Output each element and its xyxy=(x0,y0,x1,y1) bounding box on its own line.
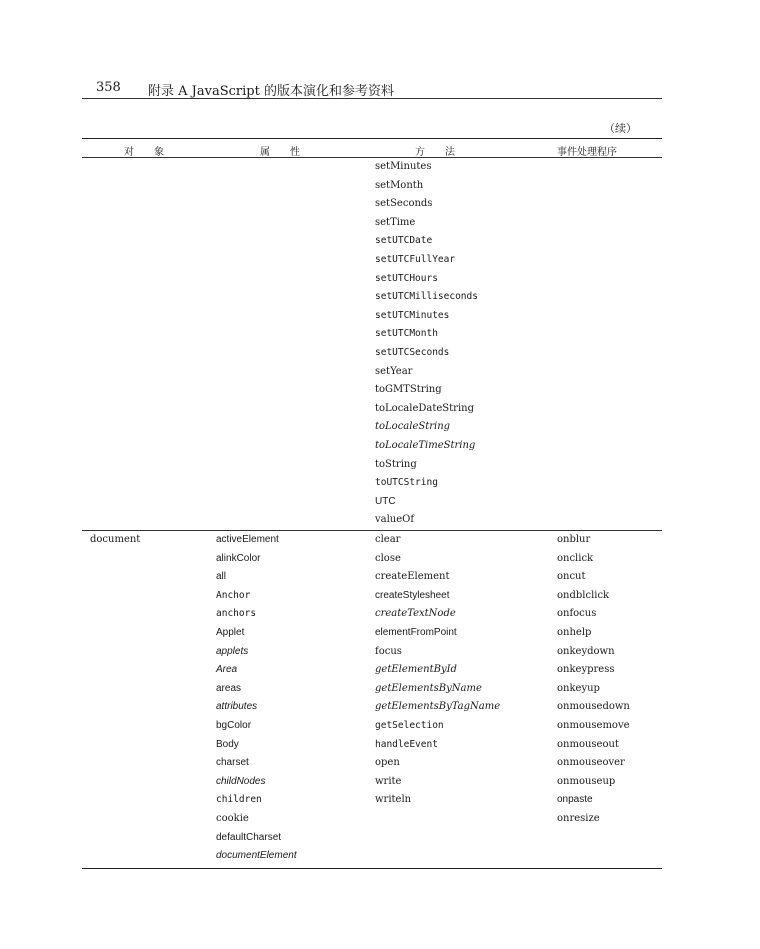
method-item: elementFromPoint xyxy=(375,626,457,638)
header-rule xyxy=(82,98,662,99)
event-handler-item: onfocus xyxy=(557,608,597,620)
method-item: valueOf xyxy=(375,514,415,526)
method-item: toUTCString xyxy=(375,477,438,489)
event-handler-item: onkeydown xyxy=(557,645,615,657)
event-handler-item: onpaste xyxy=(557,794,593,806)
method-item: createTextNode xyxy=(375,608,456,620)
header-methods: 方 法 xyxy=(415,147,455,158)
property-item: anchors xyxy=(216,608,257,620)
method-item: createElement xyxy=(375,571,450,583)
method-item: getSelection xyxy=(375,719,444,731)
event-handler-item: ondblclick xyxy=(557,589,610,601)
method-item: setUTCMonth xyxy=(375,328,438,340)
event-handler-item: onmouseup xyxy=(557,775,616,787)
method-item: setYear xyxy=(375,365,413,377)
table-top-rule xyxy=(82,138,662,139)
date-methods-list xyxy=(375,158,478,530)
page-header xyxy=(82,78,662,100)
method-item: setTime xyxy=(375,216,416,228)
event-handler-item: onresize xyxy=(557,812,600,824)
event-handler-item: onkeyup xyxy=(557,682,600,694)
table-bottom-rule xyxy=(82,868,662,869)
property-item: Anchor xyxy=(216,589,251,601)
method-item: getElementById xyxy=(375,664,457,676)
property-item: areas xyxy=(216,682,242,694)
property-item: applets xyxy=(216,645,249,657)
method-item: setMonth xyxy=(375,179,424,191)
method-item: setUTCMinutes xyxy=(375,309,450,321)
method-item: getElementsByTagName xyxy=(375,701,501,713)
object-document: document xyxy=(90,534,141,545)
property-item: children xyxy=(216,794,262,806)
method-item: toLocaleTimeString xyxy=(375,439,476,451)
method-item: setUTCDate xyxy=(375,235,433,247)
method-item: close xyxy=(375,552,401,564)
document-methods-list xyxy=(375,531,500,810)
method-item: setMinutes xyxy=(375,161,432,172)
document-properties-list xyxy=(216,531,297,866)
property-item: documentElement xyxy=(216,850,297,862)
method-item: UTC xyxy=(375,495,396,507)
property-item: Body xyxy=(216,738,239,750)
method-item: toString xyxy=(375,458,417,470)
property-item: charset xyxy=(216,757,249,769)
method-item: write xyxy=(375,775,402,787)
method-item: toLocaleString xyxy=(375,421,451,433)
property-item: activeElement xyxy=(216,534,279,545)
event-handler-item: onmousedown xyxy=(557,701,630,713)
event-handler-item: onkeypress xyxy=(557,664,615,676)
header-properties: 属 性 xyxy=(260,147,300,158)
method-item: setUTCHours xyxy=(375,272,438,284)
method-item: setSeconds xyxy=(375,198,433,210)
event-handler-item: oncut xyxy=(557,571,586,583)
method-item: setUTCSeconds xyxy=(375,346,450,358)
header-events: 事件处理程序 xyxy=(557,147,617,158)
property-item: defaultCharset xyxy=(216,831,282,843)
event-handler-item: onblur xyxy=(557,534,591,545)
document-events-list xyxy=(557,531,630,829)
event-handler-item: onmouseout xyxy=(557,738,619,750)
property-item: Applet xyxy=(216,626,245,638)
method-item: toGMTString xyxy=(375,384,442,396)
method-item: setUTCMilliseconds xyxy=(375,291,478,303)
header-object: 对 象 xyxy=(124,147,164,158)
running-title: 附录 A JavaScript 的版本演化和参考资料 xyxy=(148,84,394,99)
continued-label: （续） xyxy=(604,122,637,135)
property-item: alinkColor xyxy=(216,552,261,564)
property-item: cookie xyxy=(216,812,249,824)
event-handler-item: onclick xyxy=(557,552,594,564)
page-number: 358 xyxy=(96,80,121,95)
property-item: attributes xyxy=(216,701,258,713)
event-handler-item: onhelp xyxy=(557,626,592,638)
method-item: open xyxy=(375,757,400,769)
property-item: Area xyxy=(216,664,238,676)
method-item: handleEvent xyxy=(375,738,438,750)
table-header-rule xyxy=(82,157,662,158)
method-item: toLocaleDateString xyxy=(375,402,474,414)
property-item: all xyxy=(216,571,227,583)
method-item: setUTCFullYear xyxy=(375,253,456,265)
property-item: bgColor xyxy=(216,719,252,731)
event-handler-item: onmousemove xyxy=(557,719,630,731)
method-item: writeln xyxy=(375,794,412,806)
method-item: createStylesheet xyxy=(375,589,450,601)
object-column xyxy=(90,531,140,550)
method-item: focus xyxy=(375,645,402,657)
method-item: clear xyxy=(375,534,401,545)
event-handler-item: onmouseover xyxy=(557,757,625,769)
property-item: childNodes xyxy=(216,775,266,787)
method-item: getElementsByName xyxy=(375,682,482,694)
